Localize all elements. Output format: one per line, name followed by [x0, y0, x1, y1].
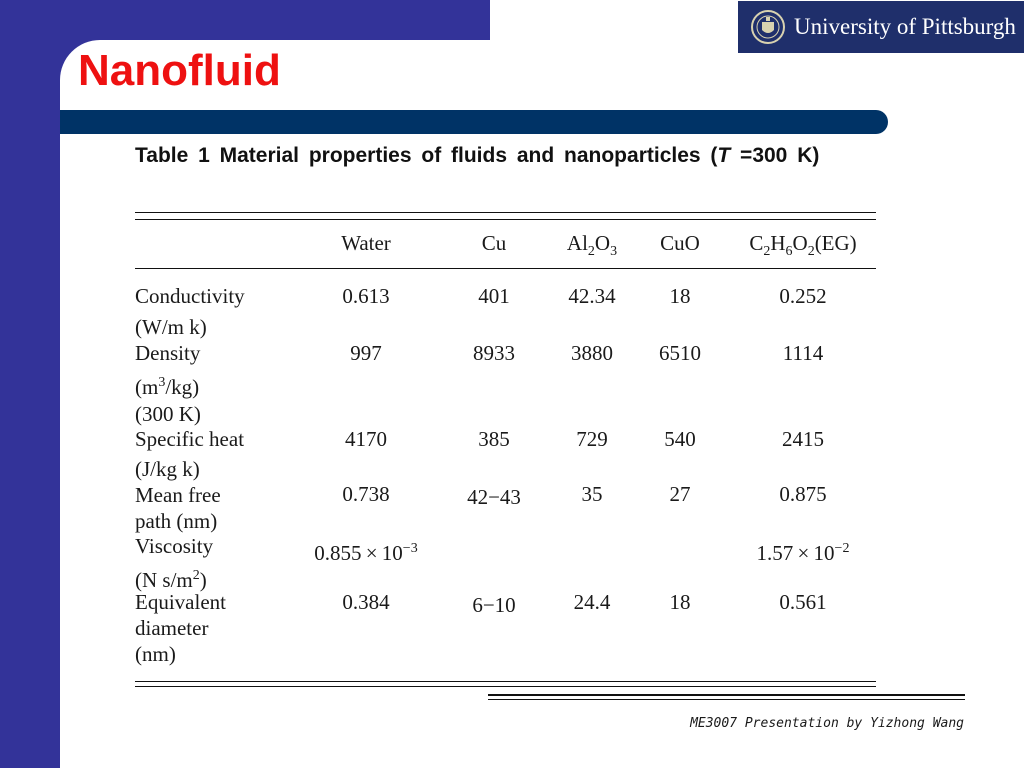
col-header-al2o3: $Al_2O_3$ — [566, 231, 618, 260]
col-header-cu: Cu — [481, 231, 507, 255]
cell-density-cu: 8933 — [473, 341, 515, 365]
row-label-viscosity: Viscosity — [135, 534, 214, 558]
row-unit-mean-free-path: path (nm) — [135, 509, 218, 533]
cell-density-eg: 1114 — [782, 341, 824, 365]
row-unit-equivalent-diameter: (nm) — [135, 642, 176, 666]
row-unit-specific-heat: (J/kg k) — [135, 457, 200, 481]
cell-equivalent-diameter-cuo: 18 — [669, 590, 691, 614]
cell-density-al2o3: 3880 — [571, 341, 613, 365]
cell-mean-free-path-al2o3: 35 — [581, 482, 603, 506]
caption-prefix: Table 1 Material properties of fluids and nanoparticles ( — [135, 144, 718, 167]
slide-title: Nanofluid — [78, 46, 281, 95]
col-header-cuo: CuO — [660, 231, 700, 255]
col-header-water: Water — [341, 231, 391, 255]
row-label-equivalent-diameter-2: diameter — [135, 616, 209, 640]
row-condition-density: (300 K) — [135, 402, 201, 426]
cell-equivalent-diameter-eg: 0.561 — [779, 590, 827, 614]
caption-variable: T — [717, 144, 731, 167]
row-label-specific-heat: Specific heat — [135, 427, 245, 451]
cell-equivalent-diameter-cu: 6−10 — [472, 593, 516, 617]
cell-conductivity-cu: 401 — [478, 284, 510, 308]
cell-mean-free-path-cuo: 27 — [669, 482, 691, 506]
col-header-eg: $C_2H_6O_2(EG)$ — [749, 231, 857, 260]
cell-density-cuo: 6510 — [659, 341, 701, 365]
cell-specific-heat-al2o3: 729 — [576, 427, 608, 451]
cell-conductivity-eg: 0.252 — [779, 284, 827, 308]
row-unit-viscosity: (N $s/m^2$) — [135, 568, 207, 592]
cell-specific-heat-water: 4170 — [345, 427, 387, 451]
cell-mean-free-path-eg: 0.875 — [779, 482, 827, 506]
cell-viscosity-eg: $1.57 \times 10^{-2}$ — [756, 541, 850, 565]
row-label-equivalent-diameter: Equivalent — [135, 590, 226, 614]
cell-specific-heat-cuo: 540 — [664, 427, 696, 451]
footer-text: ME3007 Presentation by Yizhong Wang — [690, 716, 964, 731]
row-label-mean-free-path: Mean free — [135, 483, 221, 507]
cell-conductivity-al2o3: 42.34 — [568, 284, 616, 308]
row-unit-density: $(m^3/kg)$ — [135, 375, 200, 399]
cell-density-water: 997 — [350, 341, 382, 365]
footer-rule-2 — [488, 699, 965, 700]
cell-viscosity-water: $0.855 \times 10^{-3}$ — [314, 541, 418, 565]
logo-text: University of Pittsburgh — [794, 14, 1016, 39]
row-label-density: Density — [135, 341, 201, 365]
cell-specific-heat-eg: 2415 — [782, 427, 824, 451]
cell-conductivity-cuo: 18 — [669, 284, 691, 308]
cell-mean-free-path-cu: 42−43 — [467, 485, 521, 509]
cell-specific-heat-cu: 385 — [478, 427, 510, 451]
caption-suffix: =300 K) — [730, 144, 820, 167]
row-label-conductivity: Conductivity — [135, 284, 245, 308]
cell-equivalent-diameter-al2o3: 24.4 — [573, 590, 611, 614]
footer-rule — [488, 694, 965, 696]
row-unit-conductivity: (W/m k) — [135, 315, 207, 339]
cell-equivalent-diameter-water: 0.384 — [342, 590, 390, 614]
cell-mean-free-path-water: 0.738 — [342, 482, 390, 506]
cell-conductivity-water: 0.613 — [342, 284, 390, 308]
